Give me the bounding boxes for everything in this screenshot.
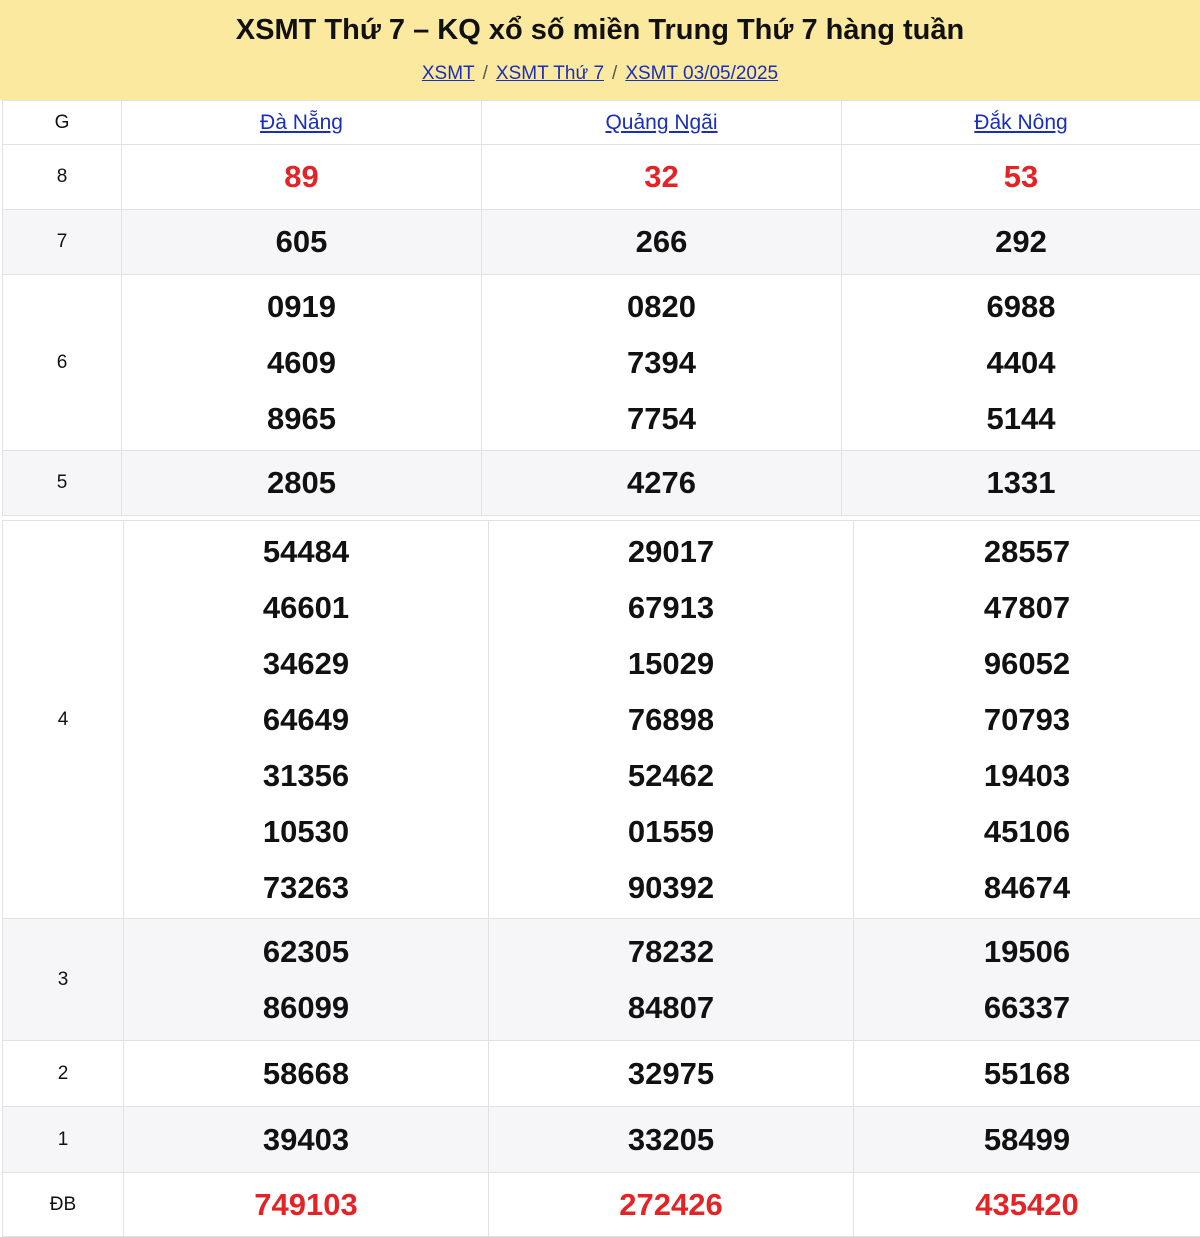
result-cell — [482, 210, 842, 275]
result-number: 19403 — [854, 748, 1200, 804]
result-number: 605 — [122, 214, 481, 270]
result-number: 54484 — [124, 524, 488, 580]
result-cell — [482, 145, 842, 210]
prize-row-8 — [3, 145, 1200, 210]
result-number: 90392 — [489, 860, 853, 916]
result-cell — [124, 1107, 489, 1173]
result-cell — [489, 1173, 854, 1237]
result-cell — [122, 451, 482, 516]
results-table-top — [2, 100, 1200, 516]
result-number: 32 — [482, 149, 841, 205]
result-number: 4609 — [122, 335, 481, 391]
result-cell — [489, 1107, 854, 1173]
province-link-dak-nong[interactable]: Đắk Nông — [974, 111, 1067, 134]
result-number: 84807 — [489, 980, 853, 1036]
result-cell — [854, 521, 1200, 919]
result-cell — [854, 1107, 1200, 1173]
result-number: 62305 — [124, 924, 488, 980]
result-cell — [124, 1173, 489, 1237]
result-number: 0919 — [122, 279, 481, 335]
prize-label: 2 — [3, 1041, 124, 1107]
result-cell — [489, 1041, 854, 1107]
result-number: 15029 — [489, 636, 853, 692]
result-number: 46601 — [124, 580, 488, 636]
result-number: 73263 — [124, 860, 488, 916]
result-number: 7394 — [482, 335, 841, 391]
result-number: 58668 — [124, 1046, 488, 1102]
result-number: 5144 — [842, 391, 1200, 447]
province-header-dak-nong — [842, 101, 1200, 145]
result-number: 89 — [122, 149, 481, 205]
result-cell — [124, 1041, 489, 1107]
page-header — [0, 0, 1200, 100]
breadcrumb-separator: / — [483, 63, 488, 85]
breadcrumb-xsmt[interactable]: XSMT — [422, 63, 475, 84]
result-number: 52462 — [489, 748, 853, 804]
result-number: 34629 — [124, 636, 488, 692]
result-number: 435420 — [854, 1177, 1200, 1233]
result-number: 1331 — [842, 455, 1200, 511]
province-header-da-nang — [122, 101, 482, 145]
result-cell — [489, 919, 854, 1041]
result-cell — [842, 451, 1200, 516]
result-number: 2805 — [122, 455, 481, 511]
result-cell — [489, 521, 854, 919]
result-number: 749103 — [124, 1177, 488, 1233]
result-number: 55168 — [854, 1046, 1200, 1102]
result-cell — [122, 145, 482, 210]
result-number: 0820 — [482, 279, 841, 335]
prize-label: 5 — [3, 451, 122, 516]
prize-label: 7 — [3, 210, 122, 275]
result-number: 64649 — [124, 692, 488, 748]
result-number: 67913 — [489, 580, 853, 636]
prize-label: 6 — [3, 275, 122, 451]
result-cell — [482, 451, 842, 516]
prize-row-6 — [3, 275, 1200, 451]
result-number: 86099 — [124, 980, 488, 1036]
result-cell — [854, 1041, 1200, 1107]
result-number: 58499 — [854, 1112, 1200, 1168]
results-table-bottom — [2, 520, 1200, 1237]
result-number: 78232 — [489, 924, 853, 980]
result-number: 39403 — [124, 1112, 488, 1168]
result-cell — [124, 919, 489, 1041]
result-cell — [854, 919, 1200, 1041]
result-number: 266 — [482, 214, 841, 270]
prize-row-7 — [3, 210, 1200, 275]
prize-label: ĐB — [3, 1173, 124, 1237]
breadcrumb-xsmt-thu-7[interactable]: XSMT Thứ 7 — [496, 63, 604, 84]
result-number: 70793 — [854, 692, 1200, 748]
result-number: 76898 — [489, 692, 853, 748]
prize-label: 8 — [3, 145, 122, 210]
prize-row-1 — [3, 1107, 1200, 1173]
prize-row-4 — [3, 521, 1200, 919]
result-number: 6988 — [842, 279, 1200, 335]
result-cell — [122, 210, 482, 275]
result-cell — [842, 145, 1200, 210]
result-number: 4404 — [842, 335, 1200, 391]
province-header-quang-ngai — [482, 101, 842, 145]
province-link-da-nang[interactable]: Đà Nẵng — [260, 111, 343, 134]
result-number: 53 — [842, 149, 1200, 205]
prize-label: 3 — [3, 919, 124, 1041]
result-cell — [482, 275, 842, 451]
result-cell — [842, 210, 1200, 275]
result-number: 47807 — [854, 580, 1200, 636]
result-number: 10530 — [124, 804, 488, 860]
result-cell — [842, 275, 1200, 451]
breadcrumb-separator: / — [612, 63, 617, 85]
result-number: 31356 — [124, 748, 488, 804]
result-cell — [122, 275, 482, 451]
result-number: 33205 — [489, 1112, 853, 1168]
prize-row-special — [3, 1173, 1200, 1237]
prize-label: 1 — [3, 1107, 124, 1173]
prize-row-3 — [3, 919, 1200, 1041]
result-number: 32975 — [489, 1046, 853, 1102]
result-cell — [124, 521, 489, 919]
result-number: 29017 — [489, 524, 853, 580]
result-cell — [854, 1173, 1200, 1237]
result-number: 96052 — [854, 636, 1200, 692]
result-number: 272426 — [489, 1177, 853, 1233]
province-link-quang-ngai[interactable]: Quảng Ngãi — [605, 111, 717, 134]
result-number: 84674 — [854, 860, 1200, 916]
result-number: 28557 — [854, 524, 1200, 580]
breadcrumb-xsmt-date[interactable]: XSMT 03/05/2025 — [625, 63, 778, 84]
prize-label: 4 — [3, 521, 124, 919]
breadcrumb — [0, 63, 1200, 85]
page-title: XSMT Thứ 7 – KQ xổ số miền Trung Thứ 7 hàng tuần — [0, 14, 1200, 47]
result-number: 19506 — [854, 924, 1200, 980]
result-number: 8965 — [122, 391, 481, 447]
result-number: 4276 — [482, 455, 841, 511]
result-number: 7754 — [482, 391, 841, 447]
result-number: 66337 — [854, 980, 1200, 1036]
prize-row-5 — [3, 451, 1200, 516]
result-number: 292 — [842, 214, 1200, 270]
prize-column-header: G — [3, 101, 122, 145]
result-number: 01559 — [489, 804, 853, 860]
result-number: 45106 — [854, 804, 1200, 860]
prize-row-2 — [3, 1041, 1200, 1107]
